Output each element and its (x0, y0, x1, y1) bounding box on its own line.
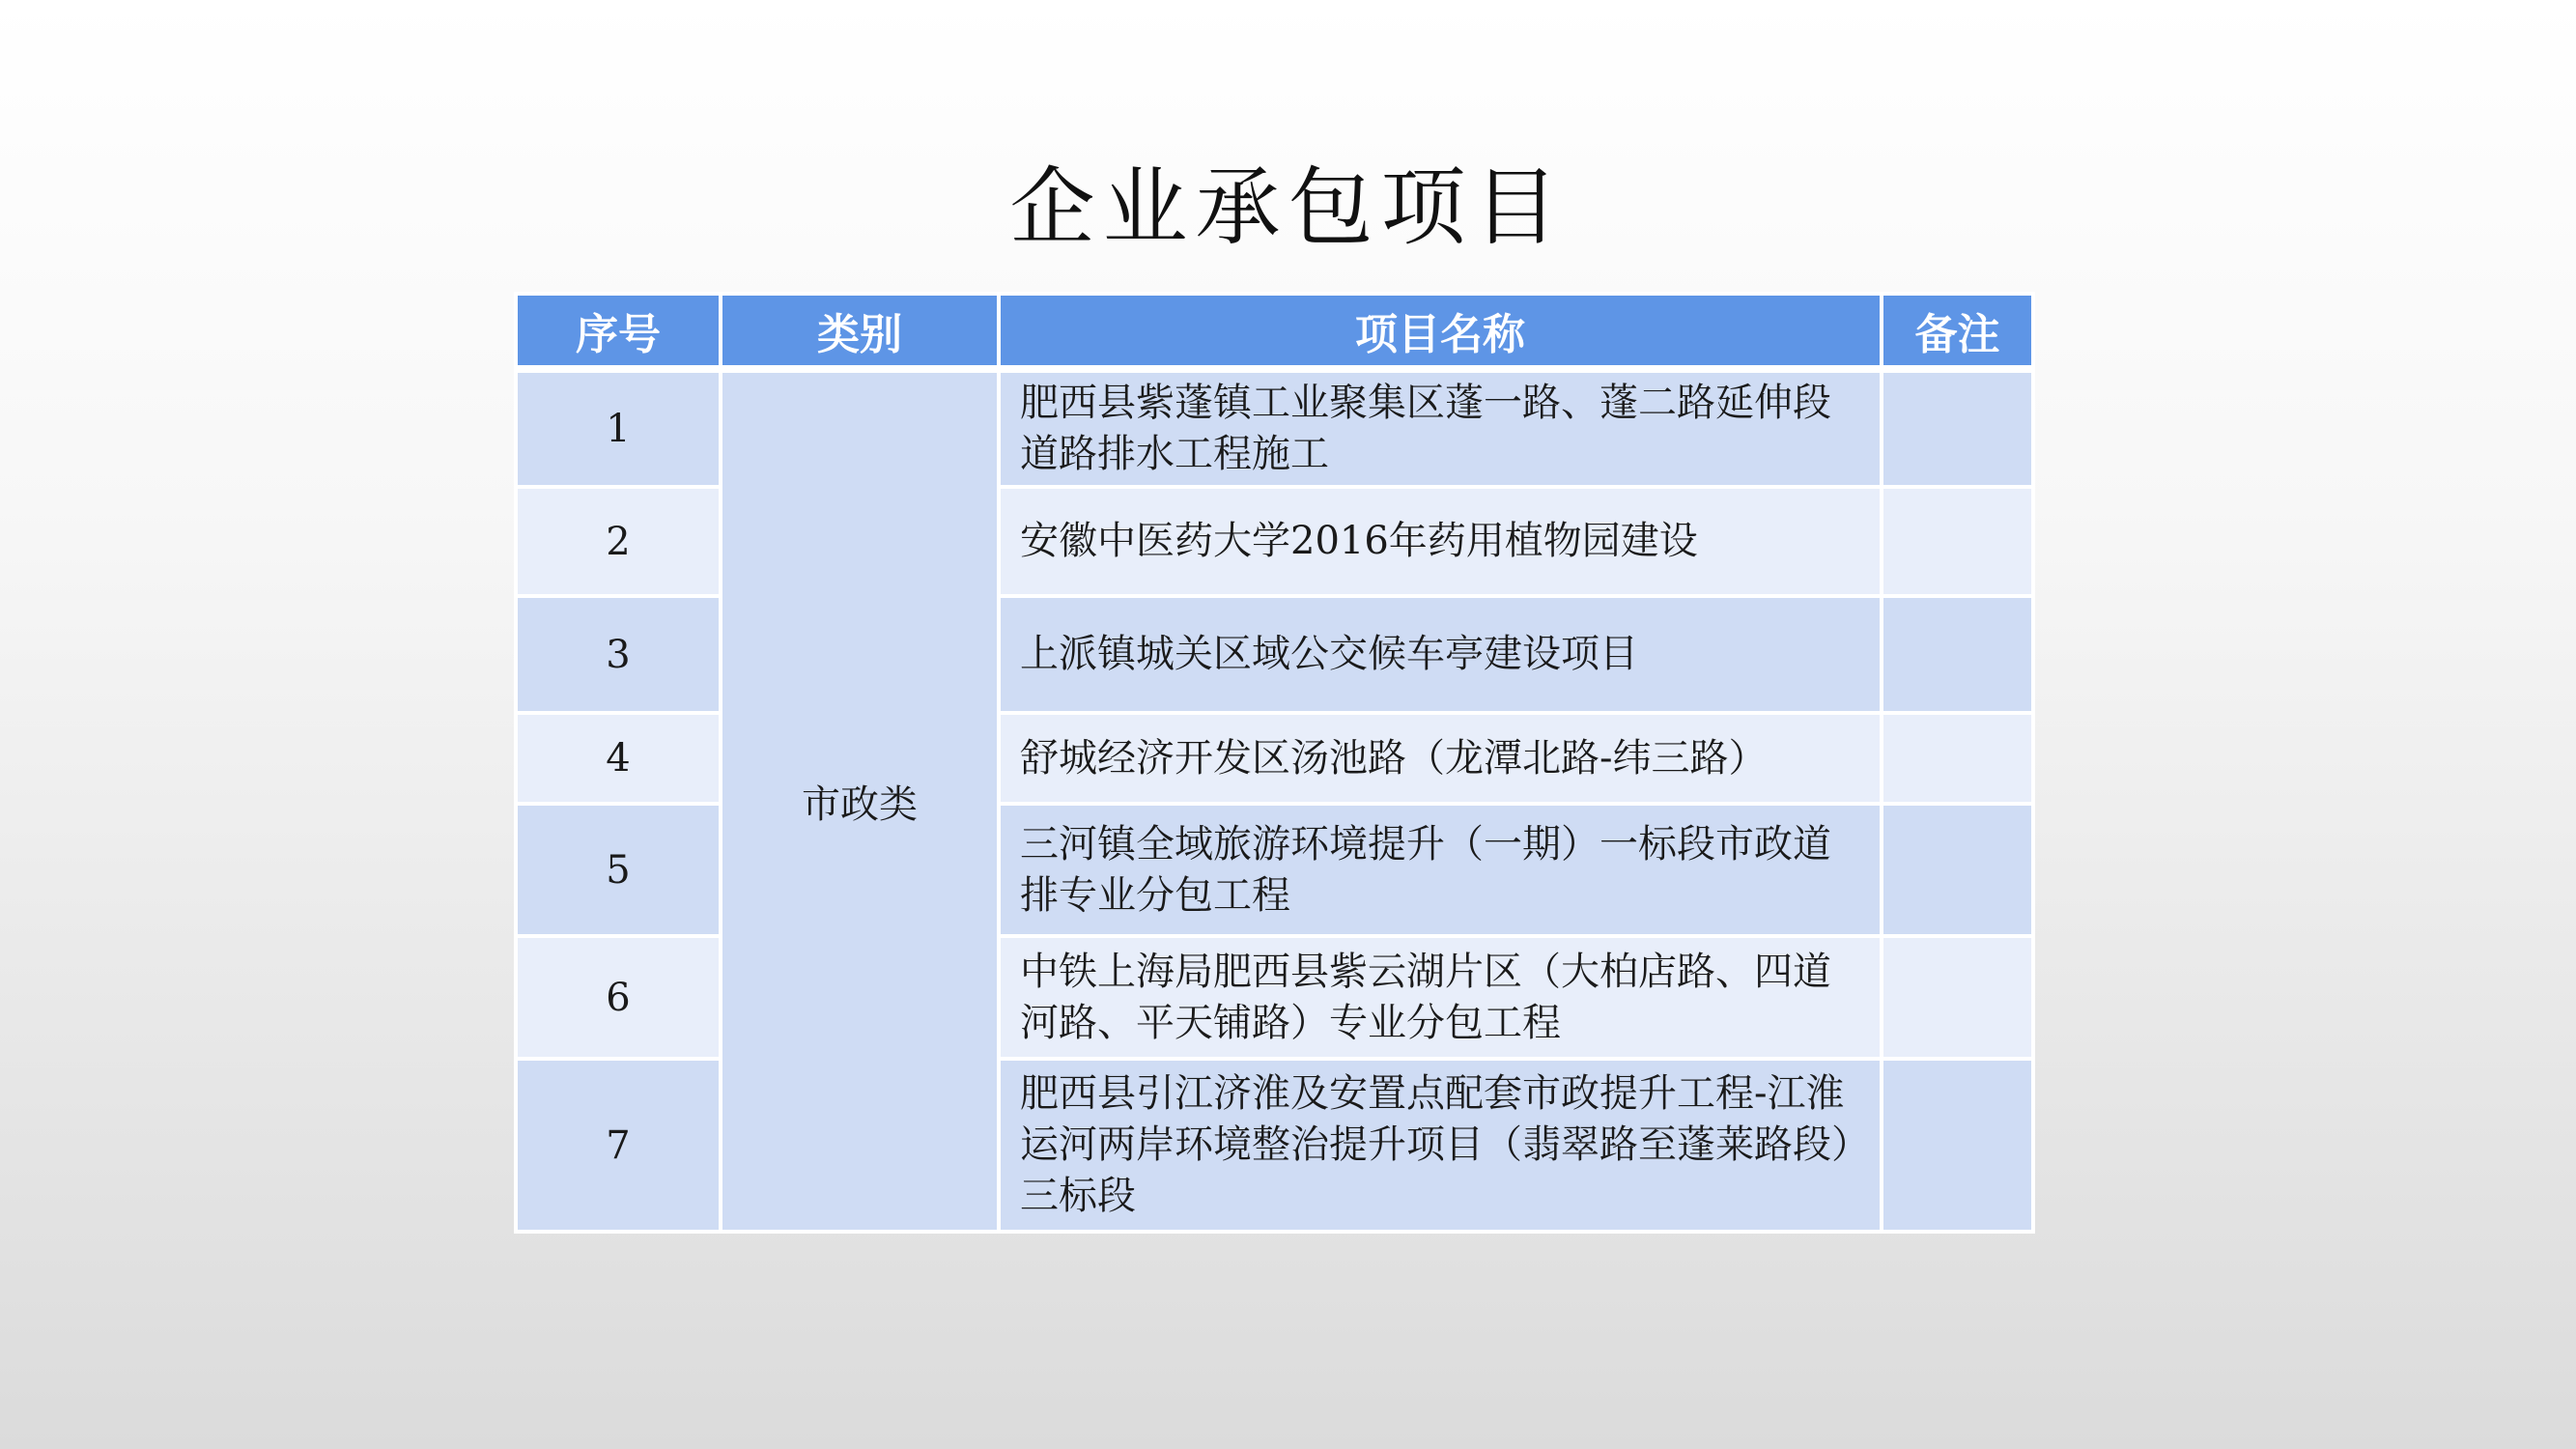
remarks-cell (1882, 936, 2033, 1059)
remarks-cell (1882, 596, 2033, 713)
row-index: 4 (516, 713, 721, 804)
remarks-cell (1882, 713, 2033, 804)
project-name: 肥西县引江济淮及安置点配套市政提升工程-江淮运河两岸环境整治提升项目（翡翠路至蓬莱路段）三标段 (999, 1059, 1882, 1232)
table-row (516, 369, 2033, 487)
row-index: 3 (516, 596, 721, 713)
header-remarks: 备注 (1882, 294, 2033, 369)
remarks-cell (1882, 1059, 2033, 1232)
table-header-row (516, 294, 2033, 369)
remarks-cell (1882, 804, 2033, 936)
row-index: 2 (516, 487, 721, 596)
header-project-name: 项目名称 (999, 294, 1882, 369)
project-name: 安徽中医药大学2016年药用植物园建设 (999, 487, 1882, 596)
project-name: 舒城经济开发区汤池路（龙潭北路-纬三路） (999, 713, 1882, 804)
header-index: 序号 (516, 294, 721, 369)
remarks-cell (1882, 487, 2033, 596)
project-name: 中铁上海局肥西县紫云湖片区（大柏店路、四道河路、平天铺路）专业分包工程 (999, 936, 1882, 1059)
projects-table (514, 292, 2035, 1234)
page-title: 企业承包项目 (1009, 157, 1567, 257)
remarks-cell (1882, 369, 2033, 487)
row-index: 5 (516, 804, 721, 936)
category-cell: 市政类 (721, 369, 999, 1232)
project-name: 上派镇城关区域公交候车亭建设项目 (999, 596, 1882, 713)
project-name: 肥西县紫蓬镇工业聚集区蓬一路、蓬二路延伸段道路排水工程施工 (999, 369, 1882, 487)
row-index: 7 (516, 1059, 721, 1232)
row-index: 6 (516, 936, 721, 1059)
project-name: 三河镇全域旅游环境提升（一期）一标段市政道排专业分包工程 (999, 804, 1882, 936)
row-index: 1 (516, 369, 721, 487)
header-category: 类别 (721, 294, 999, 369)
